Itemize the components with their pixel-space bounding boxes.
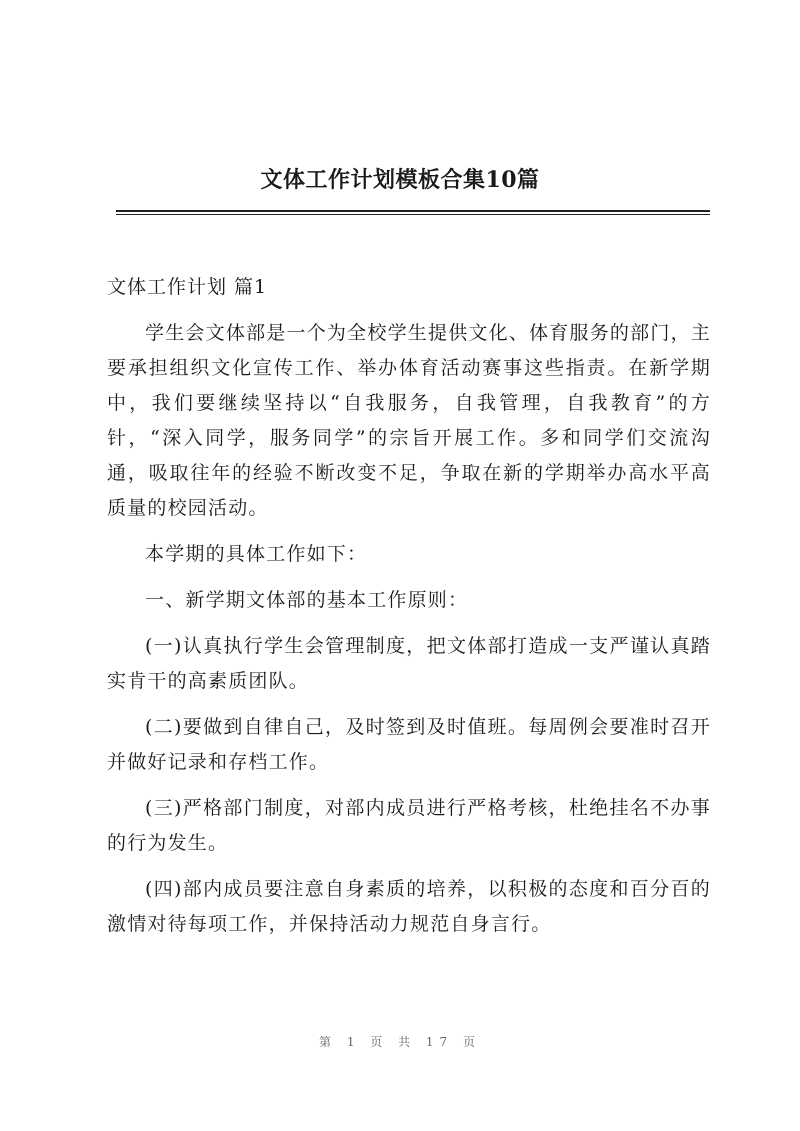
page-number-footer: 第 1 页 共 17 页 — [319, 1035, 481, 1049]
paragraph-principle-4: (四)部内成员要注意自身素质的培养，以积极的态度和百分百的激情对待每项工作，并保持活动力规范自身言行。 — [107, 878, 711, 935]
paragraph-principle-3: (三)严格部门制度，对部内成员进行严格考核，杜绝挂名不办事的行为发生。 — [107, 797, 711, 854]
document-body — [107, 270, 711, 942]
section-heading: 文体工作计划 篇1 — [107, 276, 268, 298]
paragraph-intro: 学生会文体部是一个为全校学生提供文化、体育服务的部门，主要承担组织文化宣传工作、举办体育活动赛事这些指责。在新学期中，我们要继续坚持以“自我服务，自我管理，自我教育”的方针，“深入同学，服务同学”的宗旨开展工作。多和同学们交流沟通，吸取往年的经验不断改变不足，争取在新的学期举办高水平高质量的校园活动。 — [107, 322, 711, 519]
paragraph-principle-2: (二)要做到自律自己，及时签到及时值班。每周例会要准时召开并做好记录和存档工作。 — [107, 716, 711, 773]
document-title: 文体工作计划模板合集10篇 — [260, 167, 540, 193]
paragraph-principle-1: (一)认真执行学生会管理制度，把文体部打造成一支严谨认真踏实肯干的高素质团队。 — [107, 635, 711, 692]
paragraph-principles-heading: 一、新学期文体部的基本工作原则： — [145, 589, 469, 611]
title-divider-thin — [116, 214, 710, 215]
title-divider-thick — [116, 210, 710, 212]
paragraph-work-list-intro: 本学期的具体工作如下： — [145, 543, 368, 565]
